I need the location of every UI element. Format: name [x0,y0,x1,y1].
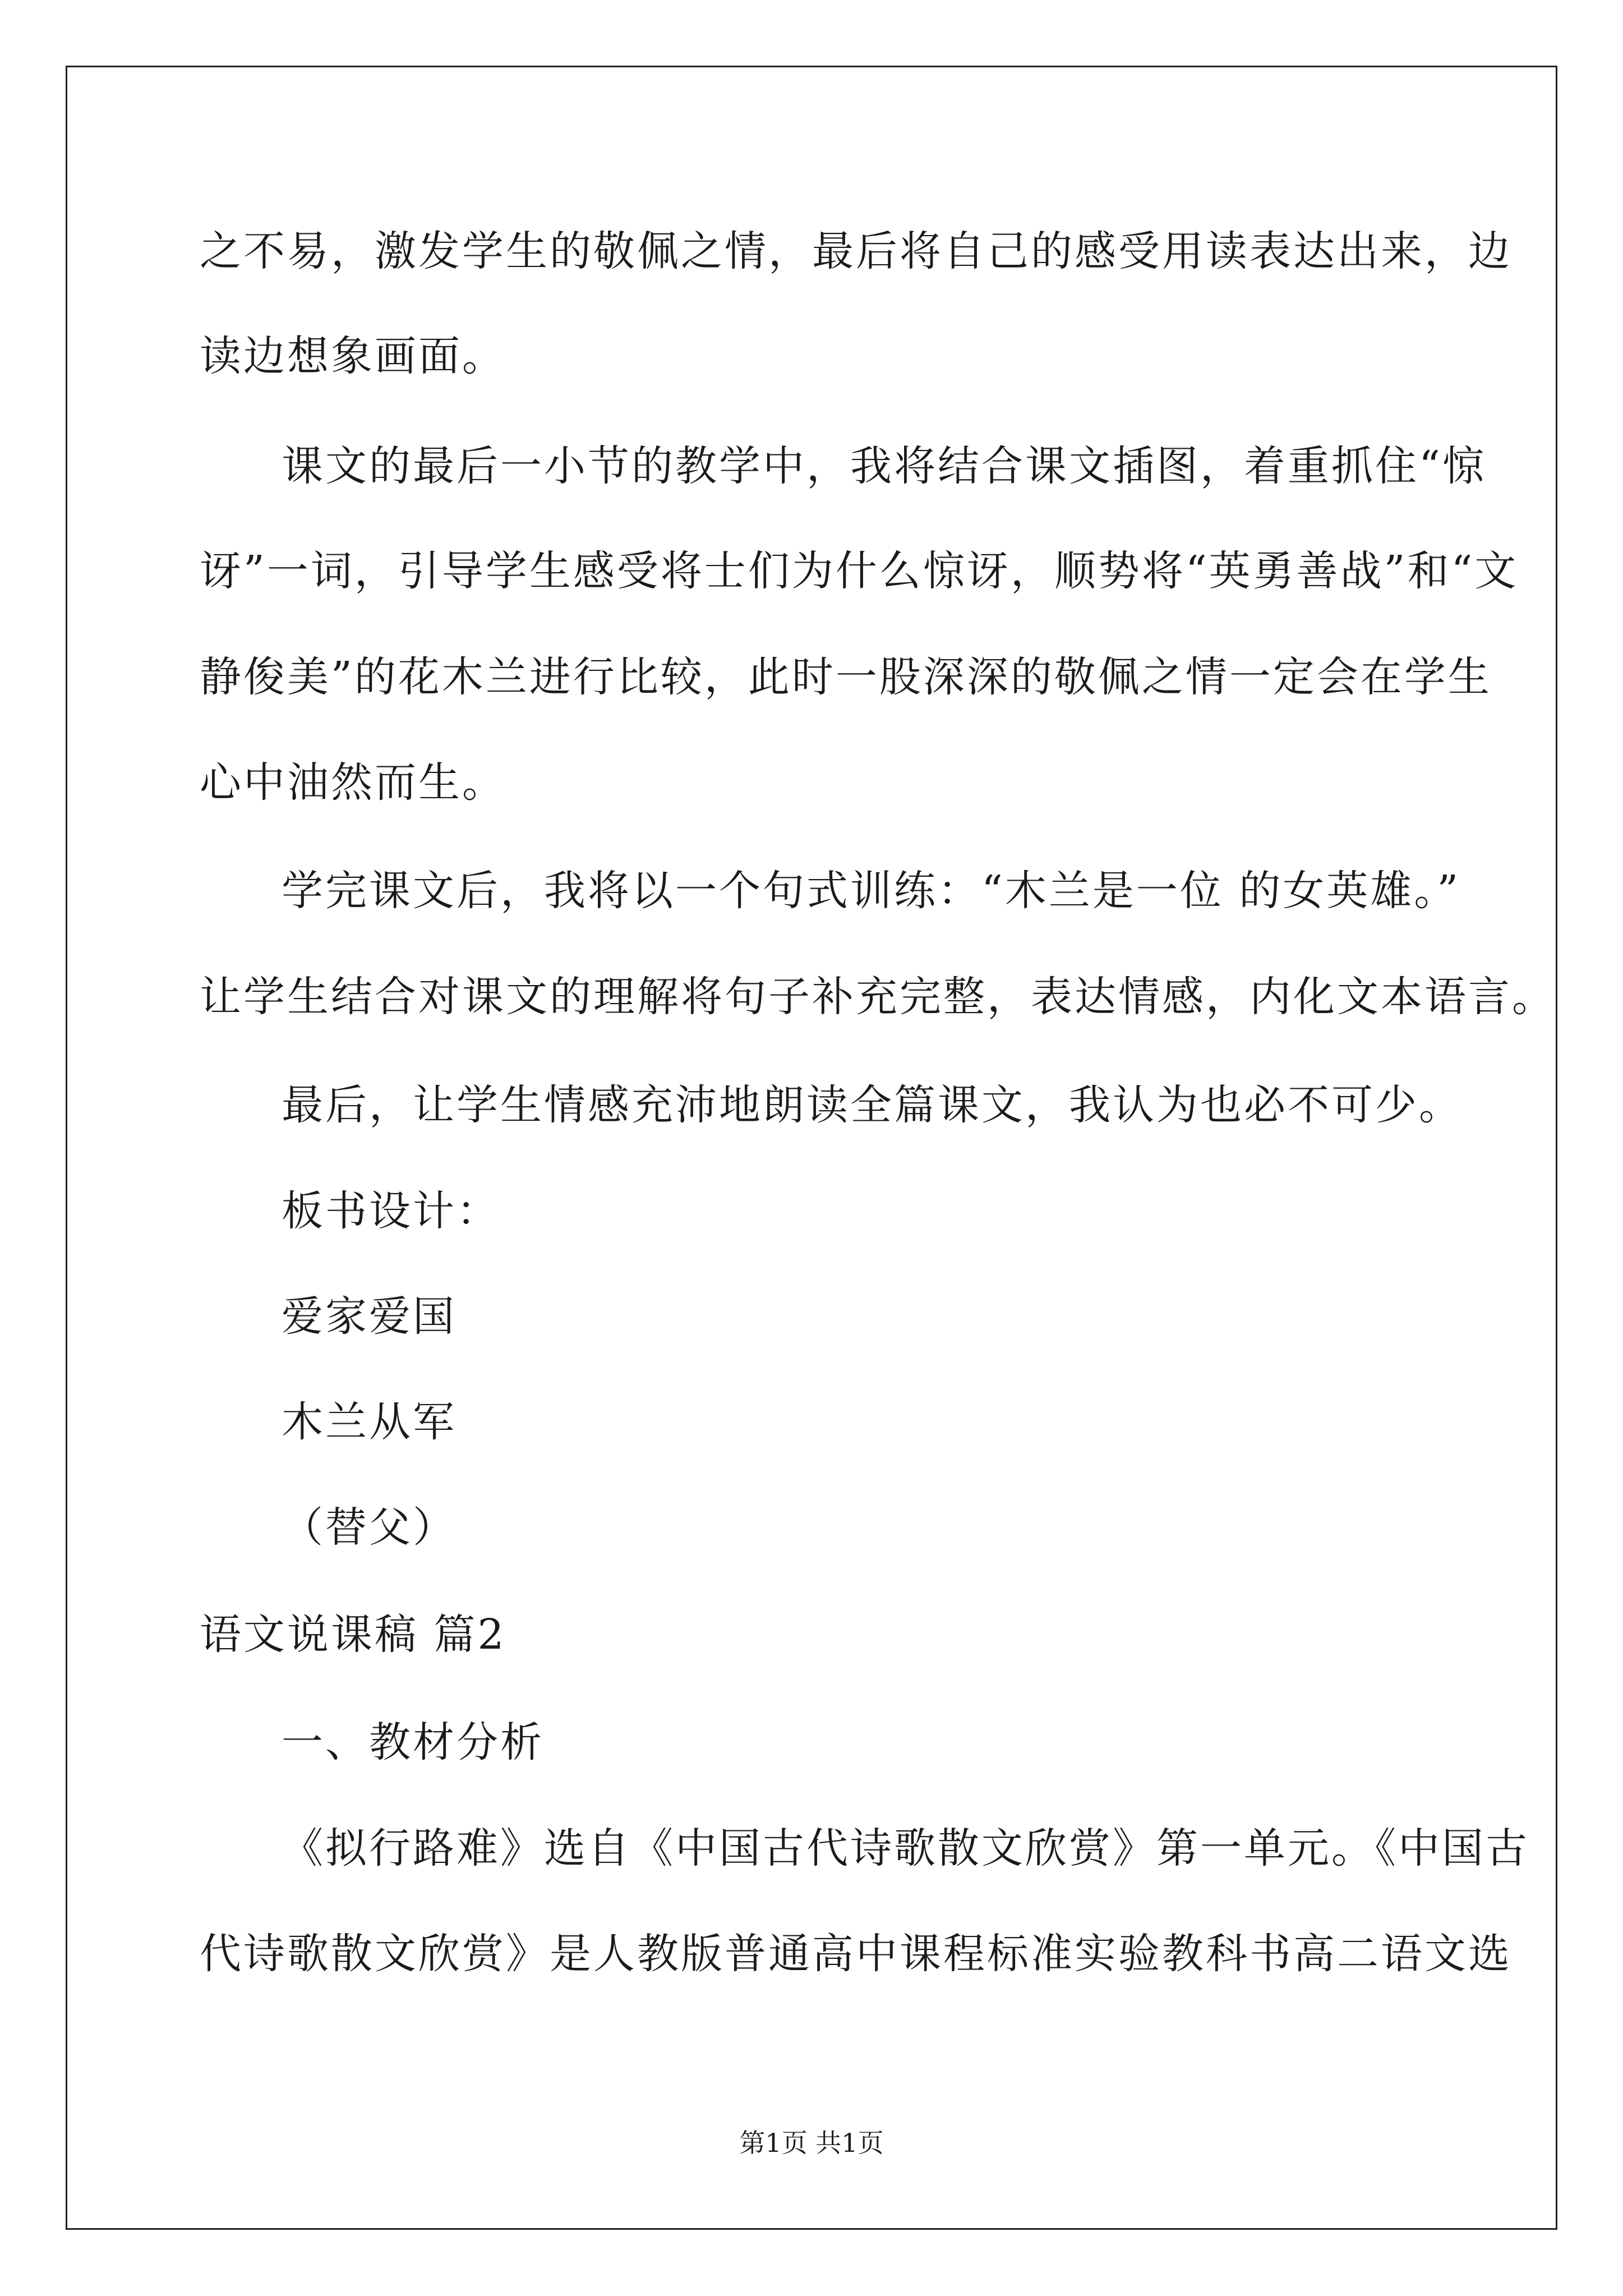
body-line-10: 《拟行路难》选自《中国古代诗歌散文欣赏》第一单元。《中国古 [282,1824,1529,1872]
body-line-6: 心中油然而生。 [200,758,506,807]
page-border [66,66,1557,2230]
board-design-item-1: 爱家爱国 [282,1292,457,1341]
body-line-3: 课文的最后一小节的教学中，我将结合课文插图，着重抓住“惊 [282,442,1486,490]
section-title: 语文说课稿 篇2 [200,1611,506,1659]
board-design-item-2: 木兰从军 [282,1398,457,1446]
subsection-heading: 一、教材分析 [282,1718,544,1766]
body-line-5: 静俊美”的花木兰进行比较，此时一股深深的敬佩之情一定会在学生 [200,653,1492,701]
body-line-4: 讶”一词，引导学生感受将士们为什么惊讶，顺势将“英勇善战”和“文 [200,547,1519,595]
board-design-heading: 板书设计： [282,1187,500,1235]
board-design-item-3: （替父） [282,1503,457,1552]
body-line-11: 代诗歌散文欣赏》是人教版普通高中课程标准实验教科书高二语文选 [200,1930,1512,1978]
page-number: 第1页 共1页 [739,2128,884,2158]
body-line-9: 最后，让学生情感充沛地朗读全篇课文，我认为也必不可少。 [282,1081,1463,1129]
body-line-7: 学完课文后，我将以一个句式训练：“木兰是一位 的女英雄。” [282,867,1461,915]
body-line-1: 之不易，激发学生的敬佩之情，最后将自己的感受用读表达出来，边 [200,227,1512,275]
body-line-8: 让学生结合对课文的理解将句子补充完整，表达情感，内化文本语言。 [200,973,1556,1021]
body-line-2: 读边想象画面。 [200,332,506,380]
